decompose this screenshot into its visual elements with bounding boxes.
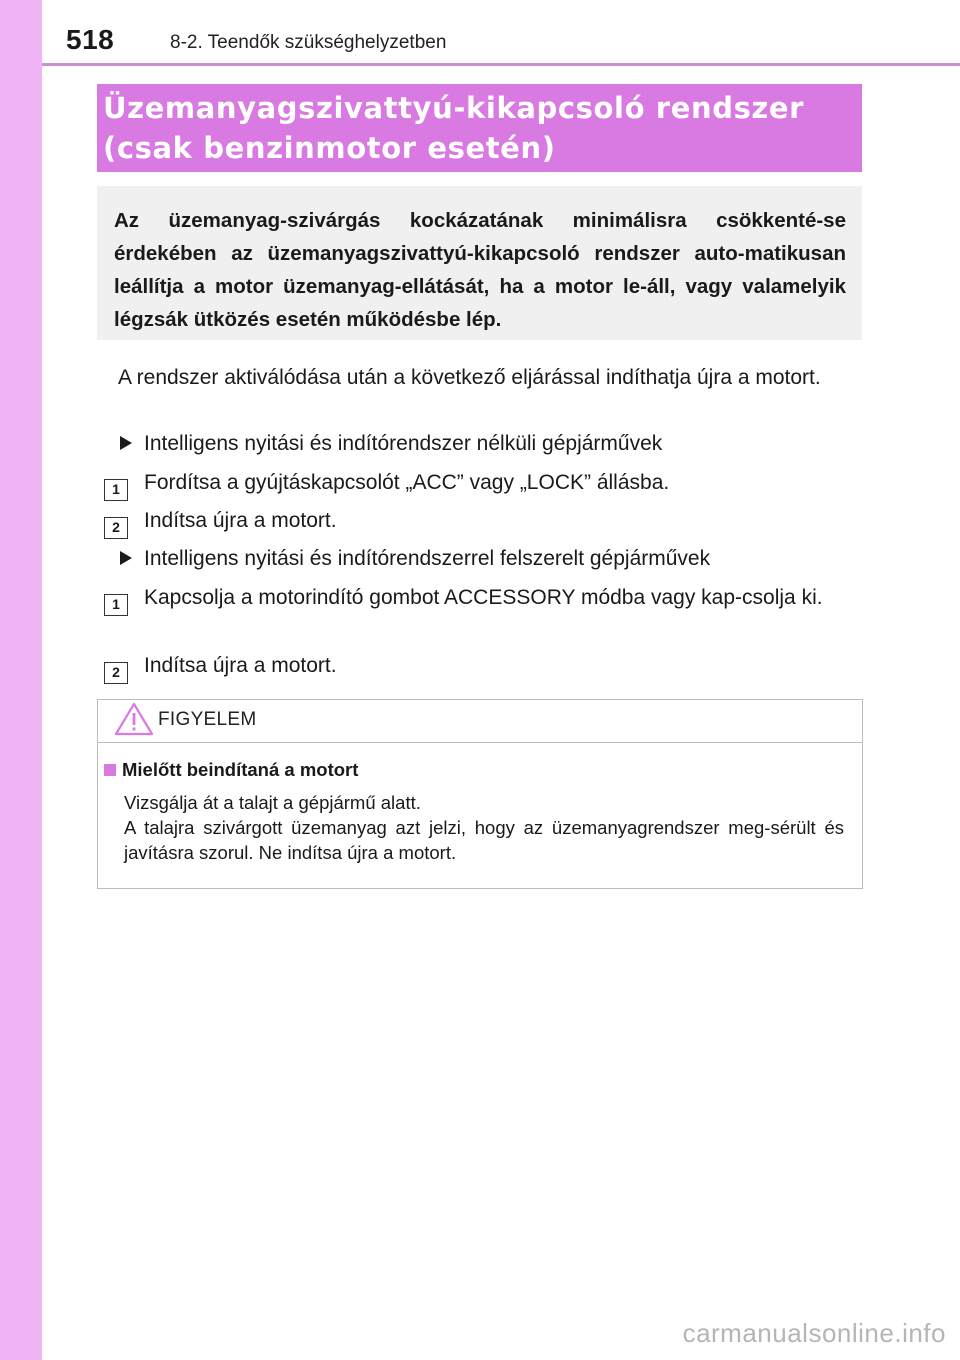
- title-line-2: (csak benzinmotor esetén): [103, 131, 556, 165]
- page-title: [97, 84, 862, 172]
- warning-header: [98, 700, 862, 743]
- step-text: Kapcsolja a motorindító gombot ACCESSORY módba vagy kap-csolja ki.: [144, 586, 823, 609]
- section-label: 8-2. Teendők szükséghelyzetben: [170, 32, 447, 53]
- side-color-strip: [0, 0, 42, 1360]
- warning-label: FIGYELEM: [158, 709, 257, 730]
- body-paragraph: A rendszer aktiválódása után a következő eljárással indíthatja újra a motort.: [118, 366, 821, 389]
- step-text: Indítsa újra a motort.: [144, 654, 337, 677]
- square-bullet-icon: [104, 764, 116, 776]
- warning-subtitle: Mielőtt beindítaná a motort: [122, 759, 359, 780]
- step-number: 1: [104, 594, 128, 616]
- step-number: 2: [104, 517, 128, 539]
- intro-text: Az üzemanyag-szivárgás kockázatának minimálisra csökkenté-se érdekében az üzemanyagszivattyú-kikapcsoló rendszer auto-matikusan leállítja a motor üzemanyag-ellátását, ha a motor le-áll, vagy valamelyik légzsák ütközés esetén működésbe lép.: [114, 209, 846, 331]
- triangle-bullet-icon: [120, 436, 132, 450]
- header-divider: [42, 63, 960, 66]
- watermark: carmanualsonline.info: [682, 1318, 946, 1348]
- title-line-1: Üzemanyagszivattyú-kikapcsoló rendszer: [103, 91, 805, 125]
- step-number: 1: [104, 479, 128, 501]
- warning-line: A talajra szivárgott üzemanyag azt jelzi, hogy az üzemanyagrendszer meg-sérült és javításra szorul. Ne indítsa újra a motort.: [124, 817, 844, 863]
- step-text: Fordítsa a gyújtáskapcsolót „ACC” vagy „LOCK” állásba.: [144, 471, 670, 494]
- page-number: 518: [66, 24, 115, 55]
- subsection-heading-text: Intelligens nyitási és indítórendszerrel felszerelt gépjárművek: [144, 547, 711, 570]
- triangle-bullet-icon: [120, 551, 132, 565]
- subsection-heading-text: Intelligens nyitási és indítórendszer nélküli gépjárművek: [144, 432, 663, 455]
- warning-box: [97, 699, 863, 889]
- step-text: Indítsa újra a motort.: [144, 509, 337, 532]
- step-number: 2: [104, 662, 128, 684]
- warning-body: [124, 790, 844, 865]
- warning-triangle-icon: [114, 702, 154, 736]
- intro-box: [97, 186, 862, 340]
- warning-line: Vizsgálja át a talajt a gépjármű alatt.: [124, 792, 421, 813]
